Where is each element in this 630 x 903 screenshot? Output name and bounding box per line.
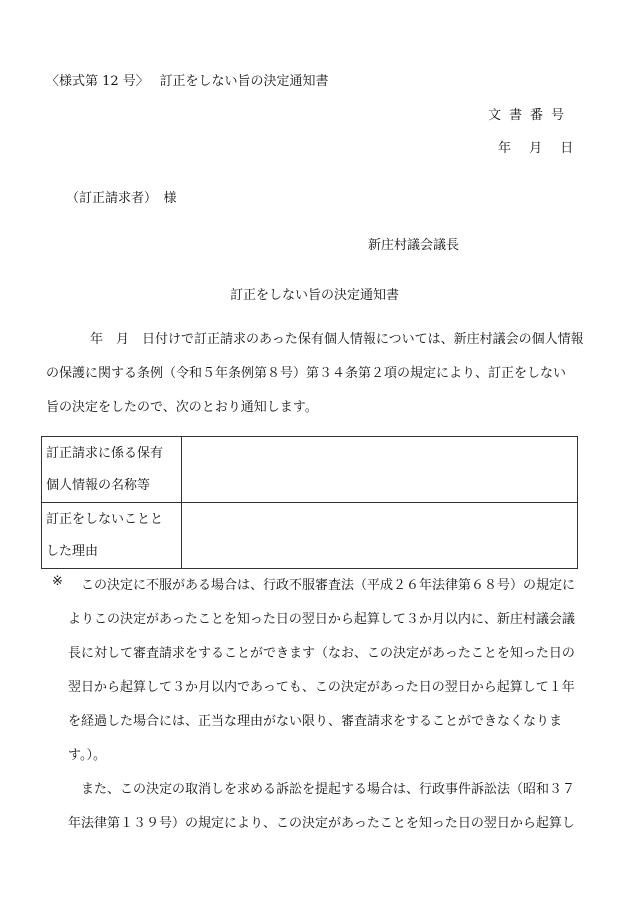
note-line: 年法律第１３９号）の規定により、この決定があったことを知った日の翌日から起算し <box>68 816 575 831</box>
body-line: の保護に関する条例（令和５年条例第８号）第３４条第２項の規定により、訂正をしない <box>46 366 567 381</box>
note-mark: ※ <box>52 574 63 589</box>
table-label: 訂正をしないことと した理由 <box>46 512 164 559</box>
table-label-cell <box>42 437 182 503</box>
table-value <box>182 430 577 438</box>
note-line: す。）。 <box>68 748 106 763</box>
note-line: また、この決定の取消しを求める訴訟を提起する場合は、行政事件訴訟法（昭和３７ <box>81 782 576 797</box>
note-line: この決定に不服がある場合は、行政不服審査法（平成２６年法律第６８号）の規定に <box>81 578 576 593</box>
document-title: 訂正をしない旨の決定通知書 <box>230 288 400 303</box>
note-line: よりこの決定があったことを知った日の翌日から起算して３か月以内に、新庄村議会議 <box>68 612 575 627</box>
note-line: 長に対して審査請求をすることができます（なお、この決定があったことを知った日の <box>68 646 575 661</box>
note-line: 翌日から起算して３か月以内であっても、この決定があった日の翌日から起算して１年 <box>68 680 575 695</box>
date-line: 年 月 日 <box>498 141 574 156</box>
form-label: 〈様式第 12 号〉 訂正をしない旨の決定通知書 <box>46 74 329 89</box>
table-row <box>42 437 578 503</box>
table-value-cell <box>182 437 578 503</box>
body-line: 旨の決定をしたので、次のとおり通知します。 <box>46 400 318 415</box>
body-line: 年 月 日付けで訂正請求のあった保有個人情報については、新庄村議会の個人情報 <box>90 332 584 347</box>
info-table <box>41 436 578 569</box>
note-line: を経過した場合には、正当な理由がない限り、審査請求をすることができなくなりま <box>68 714 563 729</box>
document-number-label: 文書番号 <box>488 108 573 123</box>
addressee: （訂正請求者） 様 <box>66 191 177 206</box>
table-value <box>182 496 577 504</box>
table-label-cell <box>42 503 182 569</box>
table-label: 訂正請求に係る保有 個人情報の名称等 <box>46 446 164 493</box>
table-value-cell <box>182 503 578 569</box>
sender: 新庄村議会議長 <box>368 238 460 253</box>
table-row <box>42 503 578 569</box>
